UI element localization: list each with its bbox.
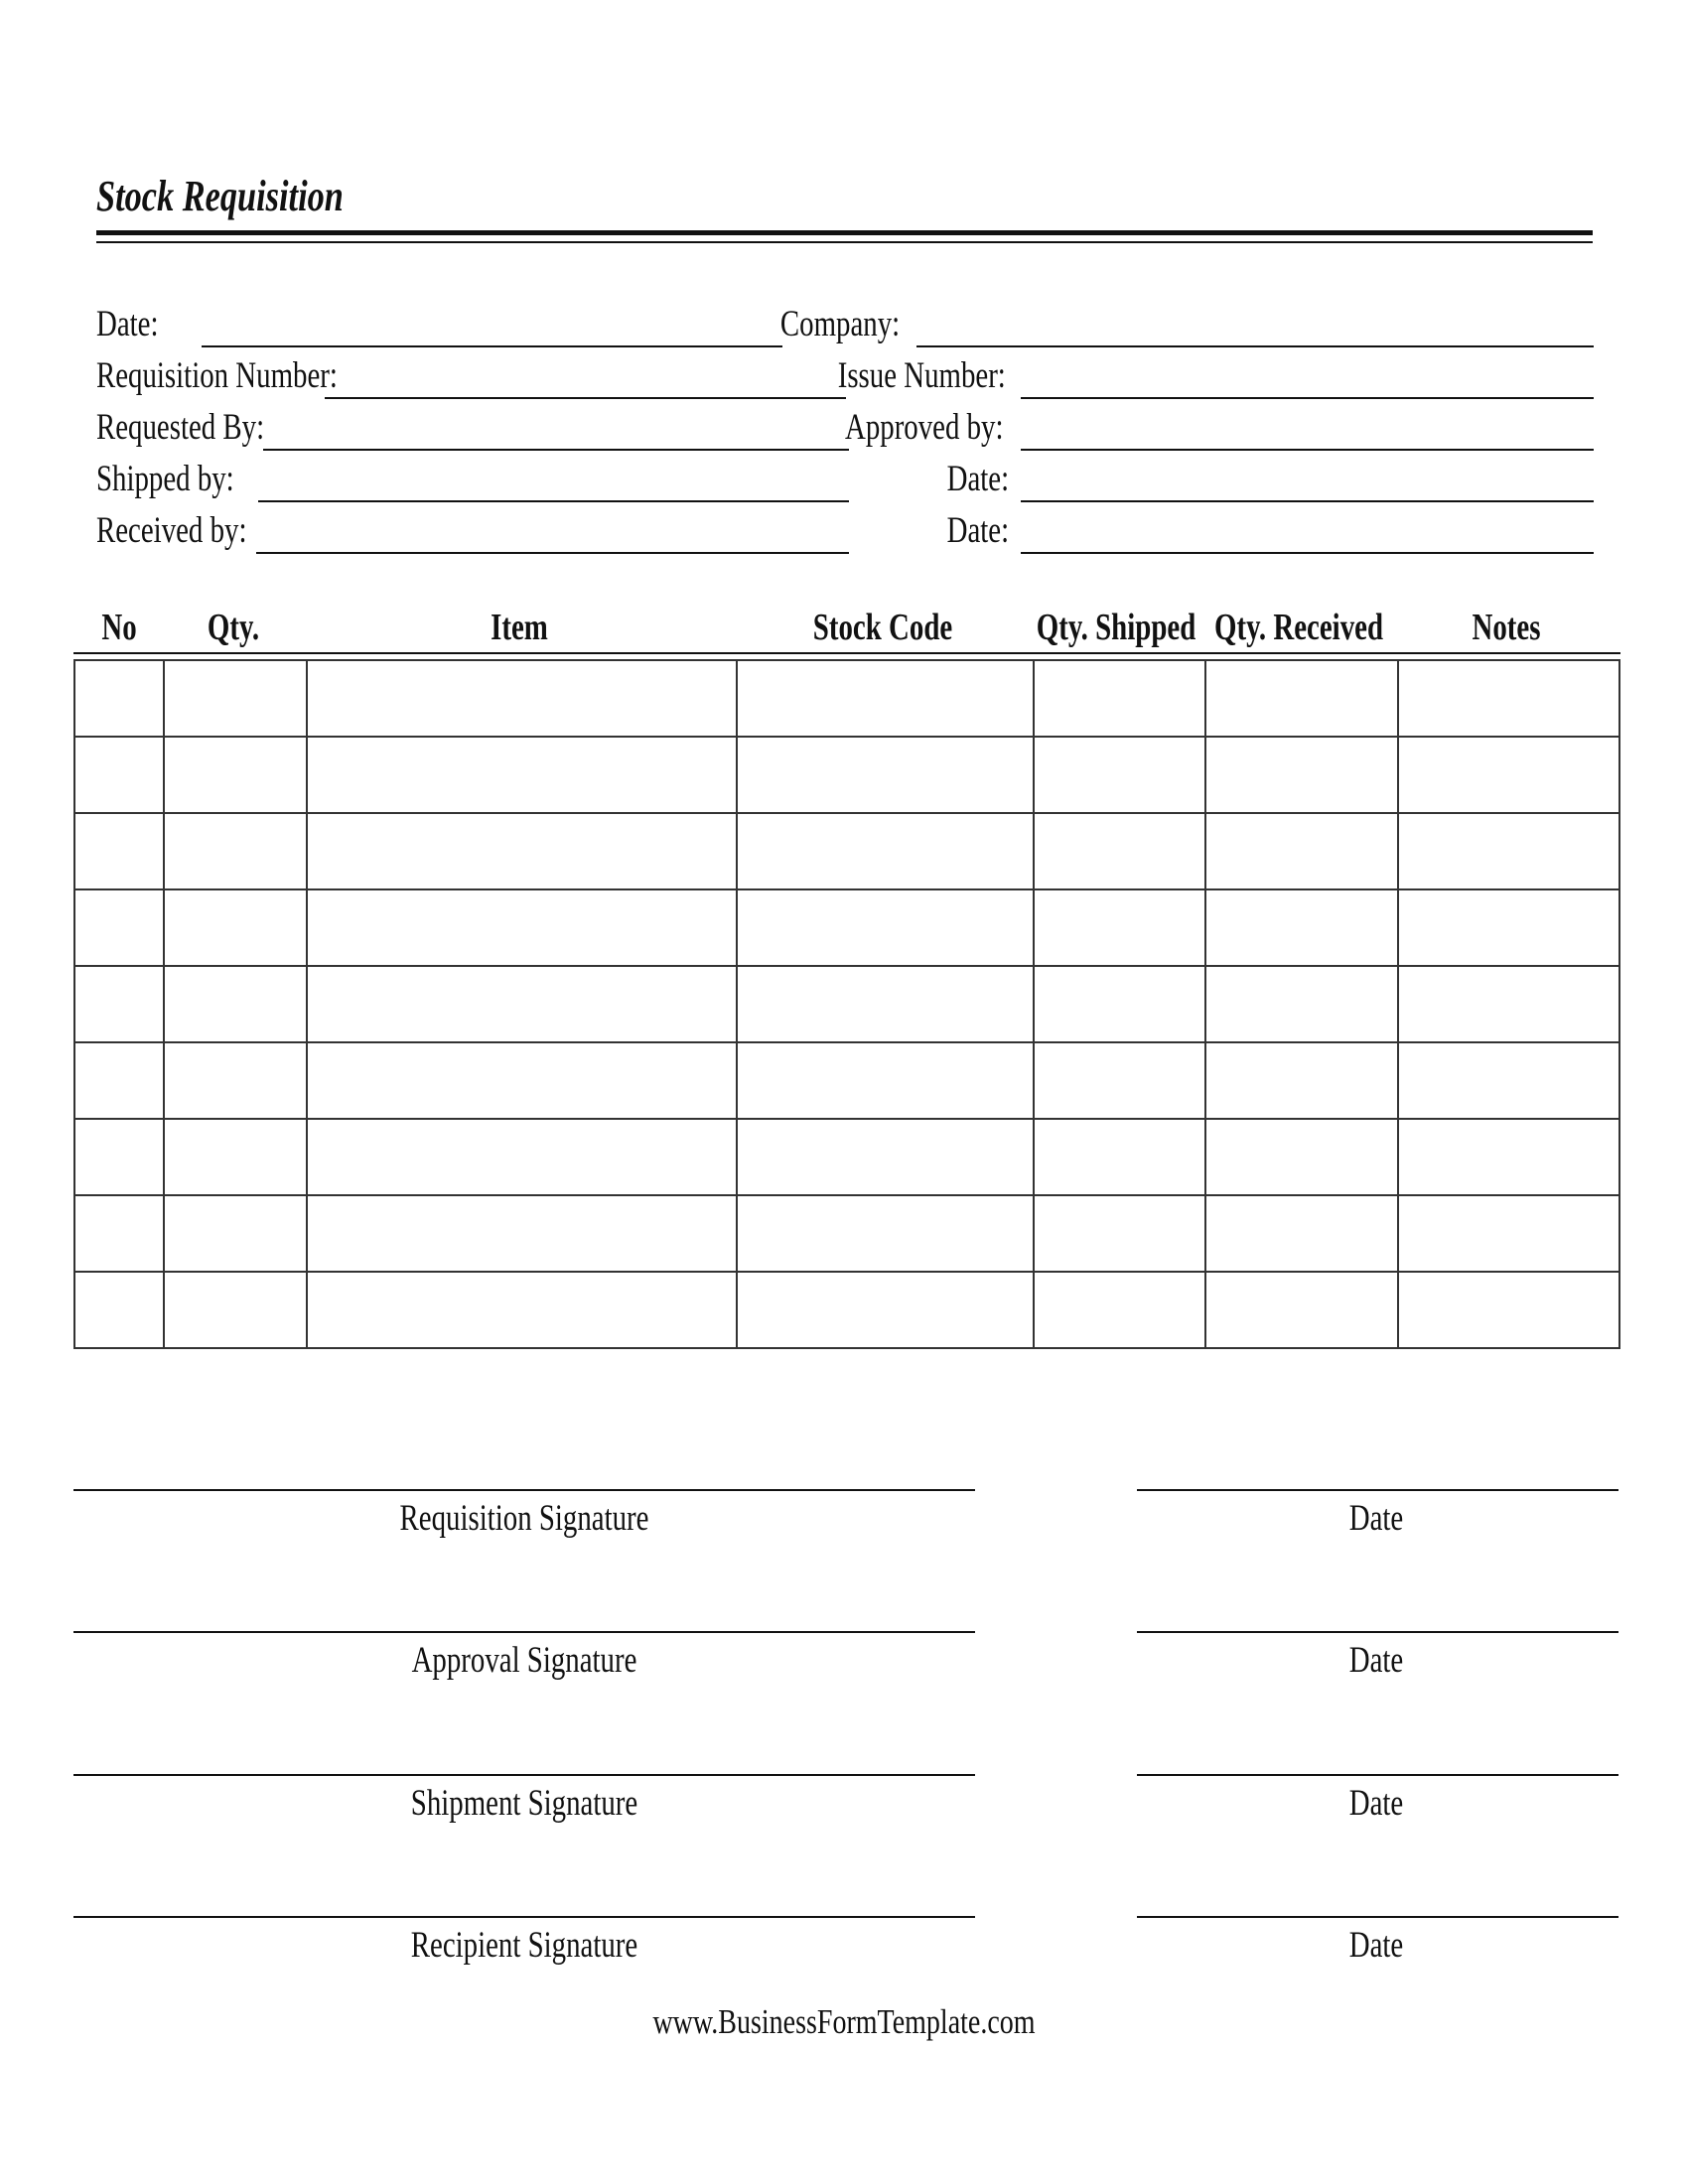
approval-date-label: Date bbox=[1348, 1640, 1404, 1681]
date-field[interactable] bbox=[202, 345, 782, 347]
table-cell[interactable] bbox=[74, 889, 164, 966]
table-cell[interactable] bbox=[164, 660, 307, 737]
table-cell[interactable] bbox=[74, 813, 164, 889]
table-cell[interactable] bbox=[1034, 889, 1205, 966]
table-cell[interactable] bbox=[1205, 1042, 1398, 1119]
col-header-no: No bbox=[101, 607, 137, 648]
table-cell[interactable] bbox=[1034, 1119, 1205, 1195]
approved-by-field[interactable] bbox=[1021, 449, 1594, 451]
table-cell[interactable] bbox=[1034, 660, 1205, 737]
table-cell[interactable] bbox=[164, 1272, 307, 1348]
table-cell[interactable] bbox=[164, 889, 307, 966]
shipped-date-label: Date: bbox=[946, 459, 1009, 499]
recipient-date-label: Date bbox=[1348, 1925, 1404, 1966]
table-cell[interactable] bbox=[737, 966, 1034, 1042]
col-header-qty: Qty. bbox=[207, 607, 260, 648]
table-cell[interactable] bbox=[307, 966, 737, 1042]
table-header-rule bbox=[73, 652, 1620, 654]
table-cell[interactable] bbox=[307, 813, 737, 889]
title-rule-thick bbox=[96, 230, 1593, 235]
table-cell[interactable] bbox=[164, 1195, 307, 1272]
table-cell[interactable] bbox=[307, 737, 737, 813]
table-cell[interactable] bbox=[1398, 813, 1619, 889]
requisition-date-label: Date bbox=[1348, 1498, 1404, 1539]
table-row bbox=[74, 1119, 1619, 1195]
table-row bbox=[74, 1272, 1619, 1348]
shipment-signature-line[interactable] bbox=[73, 1774, 975, 1776]
footer-url: www.BusinessFormTemplate.com bbox=[652, 2002, 1036, 2041]
table-cell[interactable] bbox=[737, 1195, 1034, 1272]
table-cell[interactable] bbox=[1205, 737, 1398, 813]
requisition-signature-line[interactable] bbox=[73, 1489, 975, 1491]
table-row bbox=[74, 1195, 1619, 1272]
table-cell[interactable] bbox=[307, 1042, 737, 1119]
shipment-date-label: Date bbox=[1348, 1783, 1404, 1824]
table-cell[interactable] bbox=[1398, 737, 1619, 813]
table-cell[interactable] bbox=[1034, 813, 1205, 889]
table-cell[interactable] bbox=[737, 889, 1034, 966]
table-row bbox=[74, 966, 1619, 1042]
recipient-signature-label: Recipient Signature bbox=[410, 1925, 638, 1966]
table-cell[interactable] bbox=[1398, 1195, 1619, 1272]
table-row bbox=[74, 737, 1619, 813]
received-date-field[interactable] bbox=[1021, 552, 1594, 554]
table-cell[interactable] bbox=[1398, 660, 1619, 737]
issue-number-field[interactable] bbox=[1021, 397, 1594, 399]
table-row bbox=[74, 660, 1619, 737]
table-cell[interactable] bbox=[1205, 889, 1398, 966]
title-rule-thin bbox=[96, 241, 1593, 243]
approval-signature-line[interactable] bbox=[73, 1631, 975, 1633]
table-cell[interactable] bbox=[1205, 1195, 1398, 1272]
col-header-qty-shipped: Qty. Shipped bbox=[1036, 607, 1196, 648]
approved-by-label: Approved by: bbox=[844, 407, 1003, 448]
table-cell[interactable] bbox=[1205, 660, 1398, 737]
col-header-stock-code: Stock Code bbox=[812, 607, 953, 648]
table-cell[interactable] bbox=[74, 660, 164, 737]
table-body bbox=[74, 660, 1619, 1348]
table-cell[interactable] bbox=[74, 737, 164, 813]
table-cell[interactable] bbox=[74, 966, 164, 1042]
issue-number-label: Issue Number: bbox=[837, 355, 1006, 396]
table-cell[interactable] bbox=[74, 1272, 164, 1348]
received-by-label: Received by: bbox=[96, 510, 247, 551]
table-cell[interactable] bbox=[74, 1195, 164, 1272]
page-title: Stock Requisition bbox=[96, 172, 344, 220]
recipient-date-line[interactable] bbox=[1137, 1916, 1618, 1918]
received-date-label: Date: bbox=[946, 510, 1009, 551]
shipment-date-line[interactable] bbox=[1137, 1774, 1618, 1776]
table-cell[interactable] bbox=[1205, 1119, 1398, 1195]
company-label: Company: bbox=[779, 304, 900, 344]
table-cell[interactable] bbox=[1205, 813, 1398, 889]
table-cell[interactable] bbox=[307, 660, 737, 737]
col-header-qty-received: Qty. Received bbox=[1213, 607, 1384, 648]
table-cell[interactable] bbox=[1398, 966, 1619, 1042]
table-cell[interactable] bbox=[1034, 737, 1205, 813]
approval-date-line[interactable] bbox=[1137, 1631, 1618, 1633]
table-cell[interactable] bbox=[1205, 1272, 1398, 1348]
table-cell[interactable] bbox=[1398, 1042, 1619, 1119]
table-cell[interactable] bbox=[164, 1119, 307, 1195]
table-cell[interactable] bbox=[1205, 966, 1398, 1042]
table-cell[interactable] bbox=[737, 1042, 1034, 1119]
shipped-date-field[interactable] bbox=[1021, 500, 1594, 502]
table-cell[interactable] bbox=[74, 1042, 164, 1119]
table-cell[interactable] bbox=[307, 1195, 737, 1272]
table-cell[interactable] bbox=[737, 813, 1034, 889]
requisition-signature-label: Requisition Signature bbox=[399, 1498, 649, 1539]
approval-signature-label: Approval Signature bbox=[411, 1640, 637, 1681]
table-cell[interactable] bbox=[307, 1272, 737, 1348]
requisition-number-field[interactable] bbox=[325, 397, 846, 399]
table-cell[interactable] bbox=[164, 813, 307, 889]
requisition-date-line[interactable] bbox=[1137, 1489, 1618, 1491]
shipment-signature-label: Shipment Signature bbox=[410, 1783, 638, 1824]
table-cell[interactable] bbox=[737, 1272, 1034, 1348]
received-by-field[interactable] bbox=[256, 552, 849, 554]
col-header-notes: Notes bbox=[1472, 607, 1541, 648]
requested-by-field[interactable] bbox=[263, 449, 849, 451]
table-cell[interactable] bbox=[307, 1119, 737, 1195]
table-cell[interactable] bbox=[1398, 889, 1619, 966]
shipped-by-field[interactable] bbox=[258, 500, 849, 502]
table-cell[interactable] bbox=[1398, 1119, 1619, 1195]
requested-by-label: Requested By: bbox=[96, 407, 265, 448]
table-cell[interactable] bbox=[1398, 1272, 1619, 1348]
table-cell[interactable] bbox=[737, 737, 1034, 813]
table-cell[interactable] bbox=[164, 1042, 307, 1119]
company-field[interactable] bbox=[916, 345, 1594, 347]
table-row bbox=[74, 1042, 1619, 1119]
table-cell[interactable] bbox=[164, 966, 307, 1042]
table-cell[interactable] bbox=[1034, 966, 1205, 1042]
table-row bbox=[74, 889, 1619, 966]
requisition-table bbox=[73, 659, 1620, 1349]
shipped-by-label: Shipped by: bbox=[96, 459, 234, 499]
table-cell[interactable] bbox=[1034, 1272, 1205, 1348]
recipient-signature-line[interactable] bbox=[73, 1916, 975, 1918]
table-cell[interactable] bbox=[74, 1119, 164, 1195]
requisition-number-label: Requisition Number: bbox=[96, 355, 338, 396]
table-cell[interactable] bbox=[1034, 1042, 1205, 1119]
table-cell[interactable] bbox=[737, 1119, 1034, 1195]
table-cell[interactable] bbox=[164, 737, 307, 813]
table-cell[interactable] bbox=[1034, 1195, 1205, 1272]
table-cell[interactable] bbox=[737, 660, 1034, 737]
date-label: Date: bbox=[96, 304, 159, 344]
table-row bbox=[74, 813, 1619, 889]
table-cell[interactable] bbox=[307, 889, 737, 966]
col-header-item: Item bbox=[491, 607, 548, 648]
